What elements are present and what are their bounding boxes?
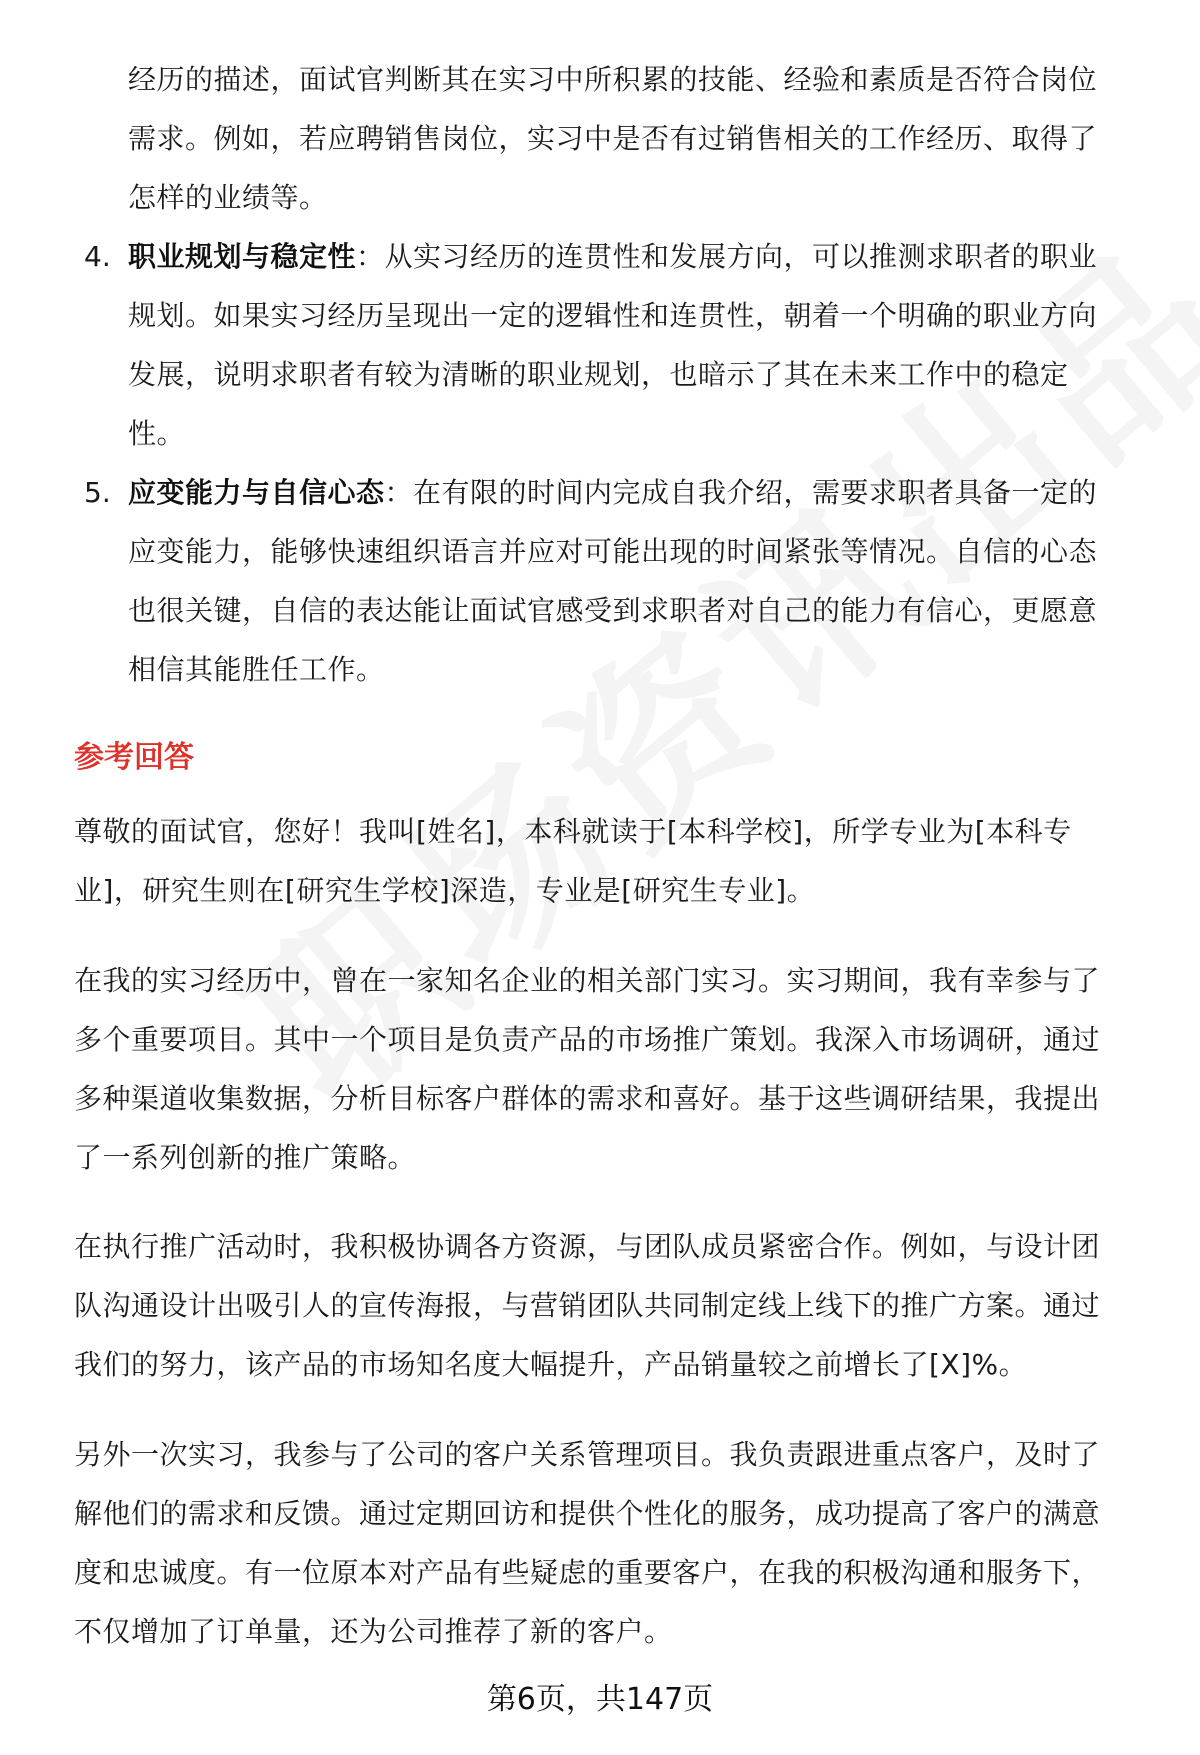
list-item-line: 规划。如果实习经历呈现出一定的逻辑性和连贯性，朝着一个明确的职业方向 bbox=[128, 299, 1098, 332]
list-item-line: 应变能力，能够快速组织语言并应对可能出现的时间紧张等情况。自信的心态 bbox=[128, 535, 1098, 568]
intro-line: 怎样的业绩等。 bbox=[128, 181, 328, 214]
list-item-line: 性。 bbox=[128, 417, 186, 450]
list-item-line: 发展，说明求职者有较为清晰的职业规划，也暗示了其在未来工作中的稳定 bbox=[128, 358, 1069, 391]
paragraph-line: 队沟通设计出吸引人的宣传海报，与营销团队共同制定线上线下的推广方案。通过 bbox=[74, 1289, 1101, 1322]
paragraph-line: 多种渠道收集数据，分析目标客户群体的需求和喜好。基于这些调研结果，我提出 bbox=[74, 1082, 1101, 1115]
list-item-line: 也很关键，自信的表达能让面试官感受到求职者对自己的能力有信心，更愿意 bbox=[128, 594, 1098, 627]
list-item-first-line bbox=[128, 473, 1097, 513]
list-item-title: 应变能力与自信心态 bbox=[128, 476, 385, 509]
paragraph-line: 另外一次实习，我参与了公司的客户关系管理项目。我负责跟进重点客户，及时了 bbox=[74, 1438, 1101, 1471]
page-number-footer: 第6页，共147页 bbox=[486, 1682, 714, 1717]
paragraph-line: 度和忠诚度。有一位原本对产品有些疑虑的重要客户，在我的积极沟通和服务下， bbox=[74, 1556, 1101, 1589]
list-number: 4. bbox=[84, 240, 111, 273]
paragraph-line: 在我的实习经历中，曾在一家知名企业的相关部门实习。实习期间，我有幸参与了 bbox=[74, 964, 1101, 997]
list-item-first-line bbox=[128, 237, 1097, 277]
paragraph-line: 尊敬的面试官，您好！我叫[姓名]，本科就读于[本科学校]，所学专业为[本科专 bbox=[74, 815, 1072, 848]
section-heading: 参考回答 bbox=[74, 740, 194, 775]
list-item-title: 职业规划与稳定性 bbox=[128, 240, 357, 273]
paragraph-line: 我们的努力，该产品的市场知名度大幅提升，产品销量较之前增长了[X]%。 bbox=[74, 1348, 1028, 1381]
list-item-text: ：在有限的时间内完成自我介绍，需要求职者具备一定的 bbox=[384, 476, 1098, 509]
list-item-line: 相信其能胜任工作。 bbox=[128, 653, 385, 686]
paragraph-line: 多个重要项目。其中一个项目是负责产品的市场推广策划。我深入市场调研，通过 bbox=[74, 1023, 1101, 1056]
paragraph-line: 在执行推广活动时，我积极协调各方资源，与团队成员紧密合作。例如，与设计团 bbox=[74, 1230, 1101, 1263]
intro-line: 经历的描述，面试官判断其在实习中所积累的技能、经验和素质是否符合岗位 bbox=[128, 63, 1098, 96]
intro-line: 需求。例如，若应聘销售岗位，实习中是否有过销售相关的工作经历、取得了 bbox=[128, 122, 1098, 155]
list-number: 5. bbox=[84, 476, 111, 509]
paragraph-line: 了一系列创新的推广策略。 bbox=[74, 1141, 417, 1174]
paragraph-line: 解他们的需求和反馈。通过定期回访和提供个性化的服务，成功提高了客户的满意 bbox=[74, 1497, 1101, 1530]
list-item-text: ：从实习经历的连贯性和发展方向，可以推测求职者的职业 bbox=[356, 240, 1098, 273]
paragraph-line: 业]，研究生则在[研究生学校]深造，专业是[研究生专业]。 bbox=[74, 874, 816, 907]
paragraph-line: 不仅增加了订单量，还为公司推荐了新的客户。 bbox=[74, 1615, 673, 1648]
